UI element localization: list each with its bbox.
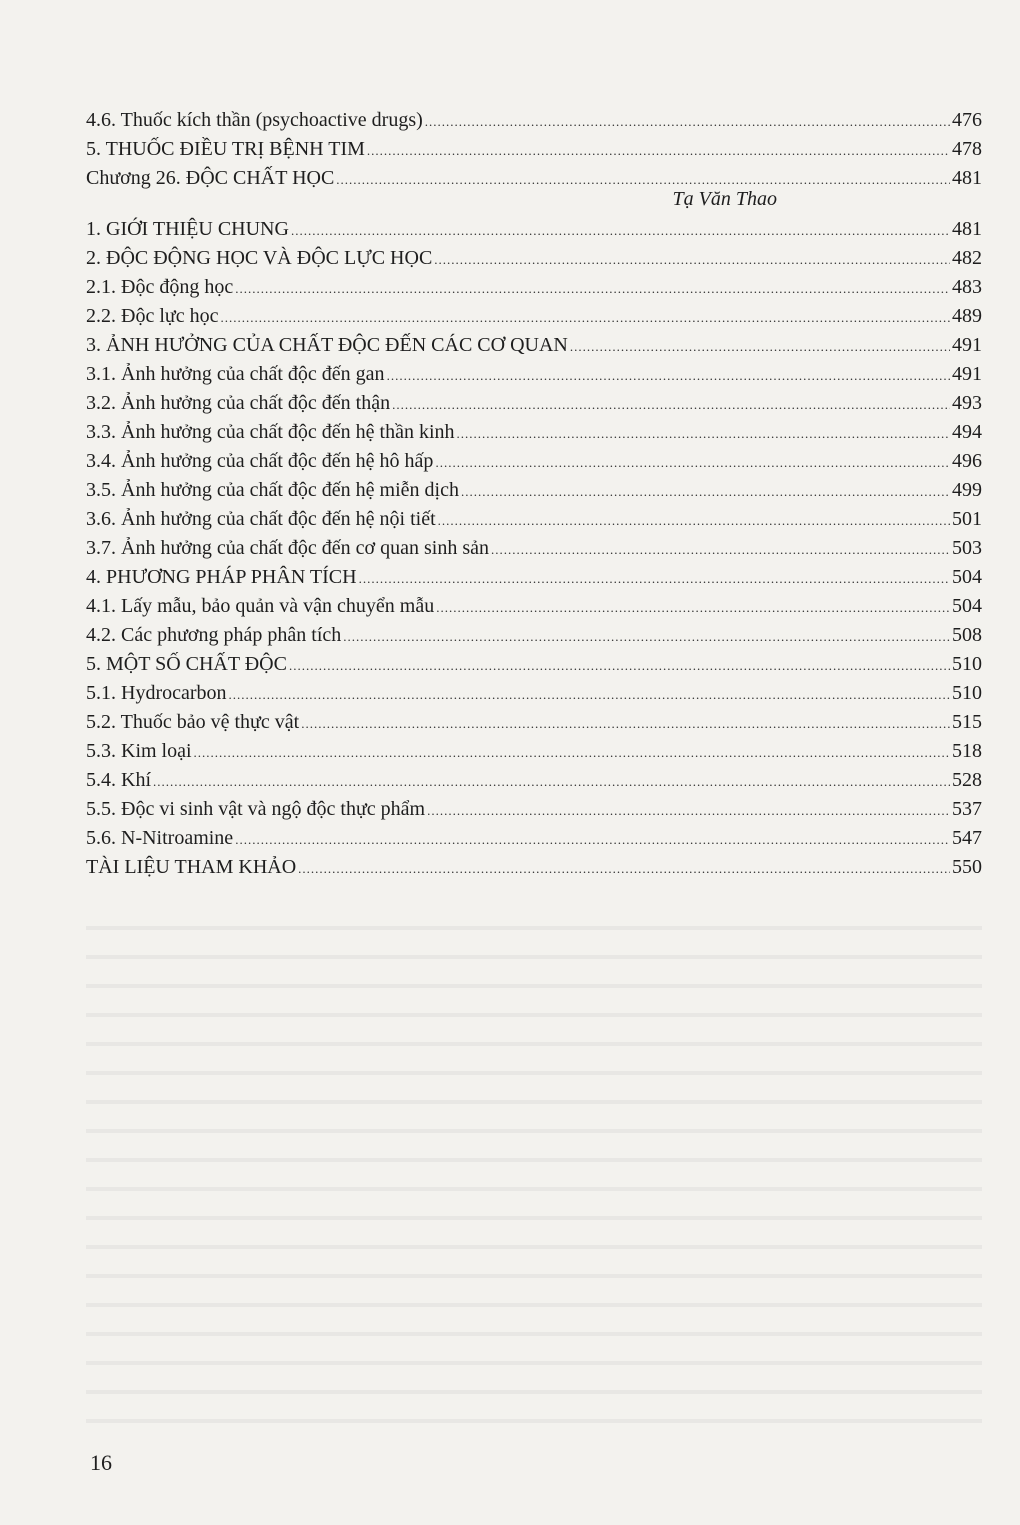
page-number: 16	[90, 1450, 112, 1475]
toc-entry-page: 489	[952, 305, 982, 327]
dot-leader	[229, 680, 950, 709]
dot-leader	[301, 709, 950, 738]
toc-entry-title: 5.2. Thuốc bảo vệ thực vật	[86, 711, 300, 733]
toc-entry	[86, 650, 982, 679]
toc-entry-title: 3.1. Ảnh hưởng của chất độc đến gan	[86, 363, 385, 385]
toc-entry-page: 515	[952, 711, 982, 733]
toc-entry-page: 482	[952, 247, 982, 269]
toc-entry	[86, 476, 982, 505]
toc-entry	[86, 360, 982, 389]
toc-entry	[86, 215, 982, 244]
dot-leader	[461, 477, 950, 506]
toc-entry	[86, 331, 982, 360]
dot-leader	[291, 216, 950, 245]
toc-entry-title: 5.6. N-Nitroamine	[86, 827, 234, 849]
dot-leader	[194, 738, 950, 767]
dot-leader	[434, 245, 950, 274]
toc-entry-page: 547	[952, 827, 982, 849]
toc-entry	[86, 621, 982, 650]
toc-entry-page: 496	[952, 450, 982, 472]
toc-entry-page: 478	[952, 138, 982, 160]
dot-leader	[570, 332, 950, 361]
toc-entry-title: 4.6. Thuốc kích thần (psychoactive drugs)	[86, 109, 423, 131]
toc-entry	[86, 708, 982, 737]
toc-entry-title: 3.3. Ảnh hưởng của chất độc đến hệ thần kinh	[86, 421, 455, 443]
toc-entry-page: 493	[952, 392, 982, 414]
toc-entry-title: 5.3. Kim loại	[86, 740, 192, 762]
toc-entry	[86, 563, 982, 592]
dot-leader	[220, 303, 950, 332]
toc-entry-title: 2.2. Độc lực học	[86, 305, 219, 327]
dot-leader	[435, 448, 950, 477]
dot-leader	[438, 506, 950, 535]
toc-entry-title: TÀI LIỆU THAM KHẢO	[86, 856, 297, 878]
toc-entry	[86, 302, 982, 331]
toc-entry-title: Chương 26. ĐỘC CHẤT HỌC	[86, 167, 335, 189]
toc-entry-page: 504	[952, 566, 982, 588]
bleed-through-text	[86, 908, 982, 1428]
toc-entry-title: 5.4. Khí	[86, 769, 151, 791]
toc-entry-title: 4.2. Các phương pháp phân tích	[86, 624, 342, 646]
toc-entry-page: 508	[952, 624, 982, 646]
toc-entry-title: 5. THUỐC ĐIỀU TRỊ BỆNH TIM	[86, 138, 365, 160]
dot-leader	[387, 361, 950, 390]
toc-entry-title: 5.5. Độc vi sinh vật và ngộ độc thực phẩm	[86, 798, 426, 820]
toc-group-before-author	[86, 106, 982, 193]
dot-leader	[436, 593, 950, 622]
toc-entry	[86, 244, 982, 273]
toc-entry-page: 491	[952, 334, 982, 356]
toc-entry-page: 510	[952, 682, 982, 704]
toc-entry-page: 504	[952, 595, 982, 617]
toc-entry-page: 481	[952, 218, 982, 240]
toc-entry-page: 518	[952, 740, 982, 762]
toc-entry-title: 3. ẢNH HƯỞNG CỦA CHẤT ĐỘC ĐẾN CÁC CƠ QUAN	[86, 334, 568, 356]
toc-entry-title: 2. ĐỘC ĐỘNG HỌC VÀ ĐỘC LỰC HỌC	[86, 247, 433, 269]
toc-entry-title: 4.1. Lấy mẫu, bảo quản và vận chuyển mẫu	[86, 595, 435, 617]
toc-entry-page: 483	[952, 276, 982, 298]
toc-entry-page: 503	[952, 537, 982, 559]
toc-entry	[86, 853, 982, 882]
toc-entry	[86, 505, 982, 534]
toc-entry-page: 481	[952, 167, 982, 189]
toc-entry-title: 5.1. Hydrocarbon	[86, 682, 227, 704]
toc-entry	[86, 824, 982, 853]
toc-entry-title: 2.1. Độc động học	[86, 276, 234, 298]
toc-entry	[86, 135, 982, 164]
dot-leader	[289, 651, 950, 680]
toc-entry	[86, 164, 982, 193]
toc-entry	[86, 389, 982, 418]
dot-leader	[343, 622, 950, 651]
toc-entry-page: 501	[952, 508, 982, 530]
toc-entry	[86, 795, 982, 824]
dot-leader	[367, 136, 950, 165]
toc-entry-title: 5. MỘT SỐ CHẤT ĐỘC	[86, 653, 287, 675]
dot-leader	[336, 165, 950, 194]
dot-leader	[153, 767, 950, 796]
toc-entry-title: 3.5. Ảnh hưởng của chất độc đến hệ miễn dịch	[86, 479, 459, 501]
toc-entry-page: 499	[952, 479, 982, 501]
toc-entry-page: 494	[952, 421, 982, 443]
dot-leader	[235, 274, 950, 303]
dot-leader	[427, 796, 950, 825]
chapter-author: Tạ Văn Thao	[672, 188, 777, 210]
dot-leader	[392, 390, 950, 419]
dot-leader	[235, 825, 950, 854]
toc-entry-page: 550	[952, 856, 982, 878]
toc-entry	[86, 106, 982, 135]
toc-entry-page: 537	[952, 798, 982, 820]
toc-group-after-author	[86, 215, 982, 882]
table-of-contents	[86, 106, 982, 882]
toc-entry-page: 476	[952, 109, 982, 131]
toc-entry-page: 491	[952, 363, 982, 385]
toc-entry-title: 3.7. Ảnh hưởng của chất độc đến cơ quan sinh sản	[86, 537, 490, 559]
toc-entry	[86, 447, 982, 476]
toc-entry	[86, 418, 982, 447]
toc-entry	[86, 737, 982, 766]
dot-leader	[457, 419, 950, 448]
dot-leader	[298, 854, 950, 883]
dot-leader	[425, 107, 950, 136]
toc-entry-title: 3.2. Ảnh hưởng của chất độc đến thận	[86, 392, 391, 414]
dot-leader	[491, 535, 950, 564]
toc-entry-title: 3.4. Ảnh hưởng của chất độc đến hệ hô hấp	[86, 450, 434, 472]
toc-entry-title: 1. GIỚI THIỆU CHUNG	[86, 218, 289, 240]
toc-entry-page: 510	[952, 653, 982, 675]
toc-entry-title: 3.6. Ảnh hưởng của chất độc đến hệ nội tiết	[86, 508, 436, 530]
toc-entry	[86, 679, 982, 708]
toc-entry	[86, 766, 982, 795]
toc-entry-page: 528	[952, 769, 982, 791]
toc-entry	[86, 534, 982, 563]
toc-entry-title: 4. PHƯƠNG PHÁP PHÂN TÍCH	[86, 566, 357, 588]
toc-entry	[86, 592, 982, 621]
dot-leader	[359, 564, 950, 593]
toc-entry	[86, 273, 982, 302]
